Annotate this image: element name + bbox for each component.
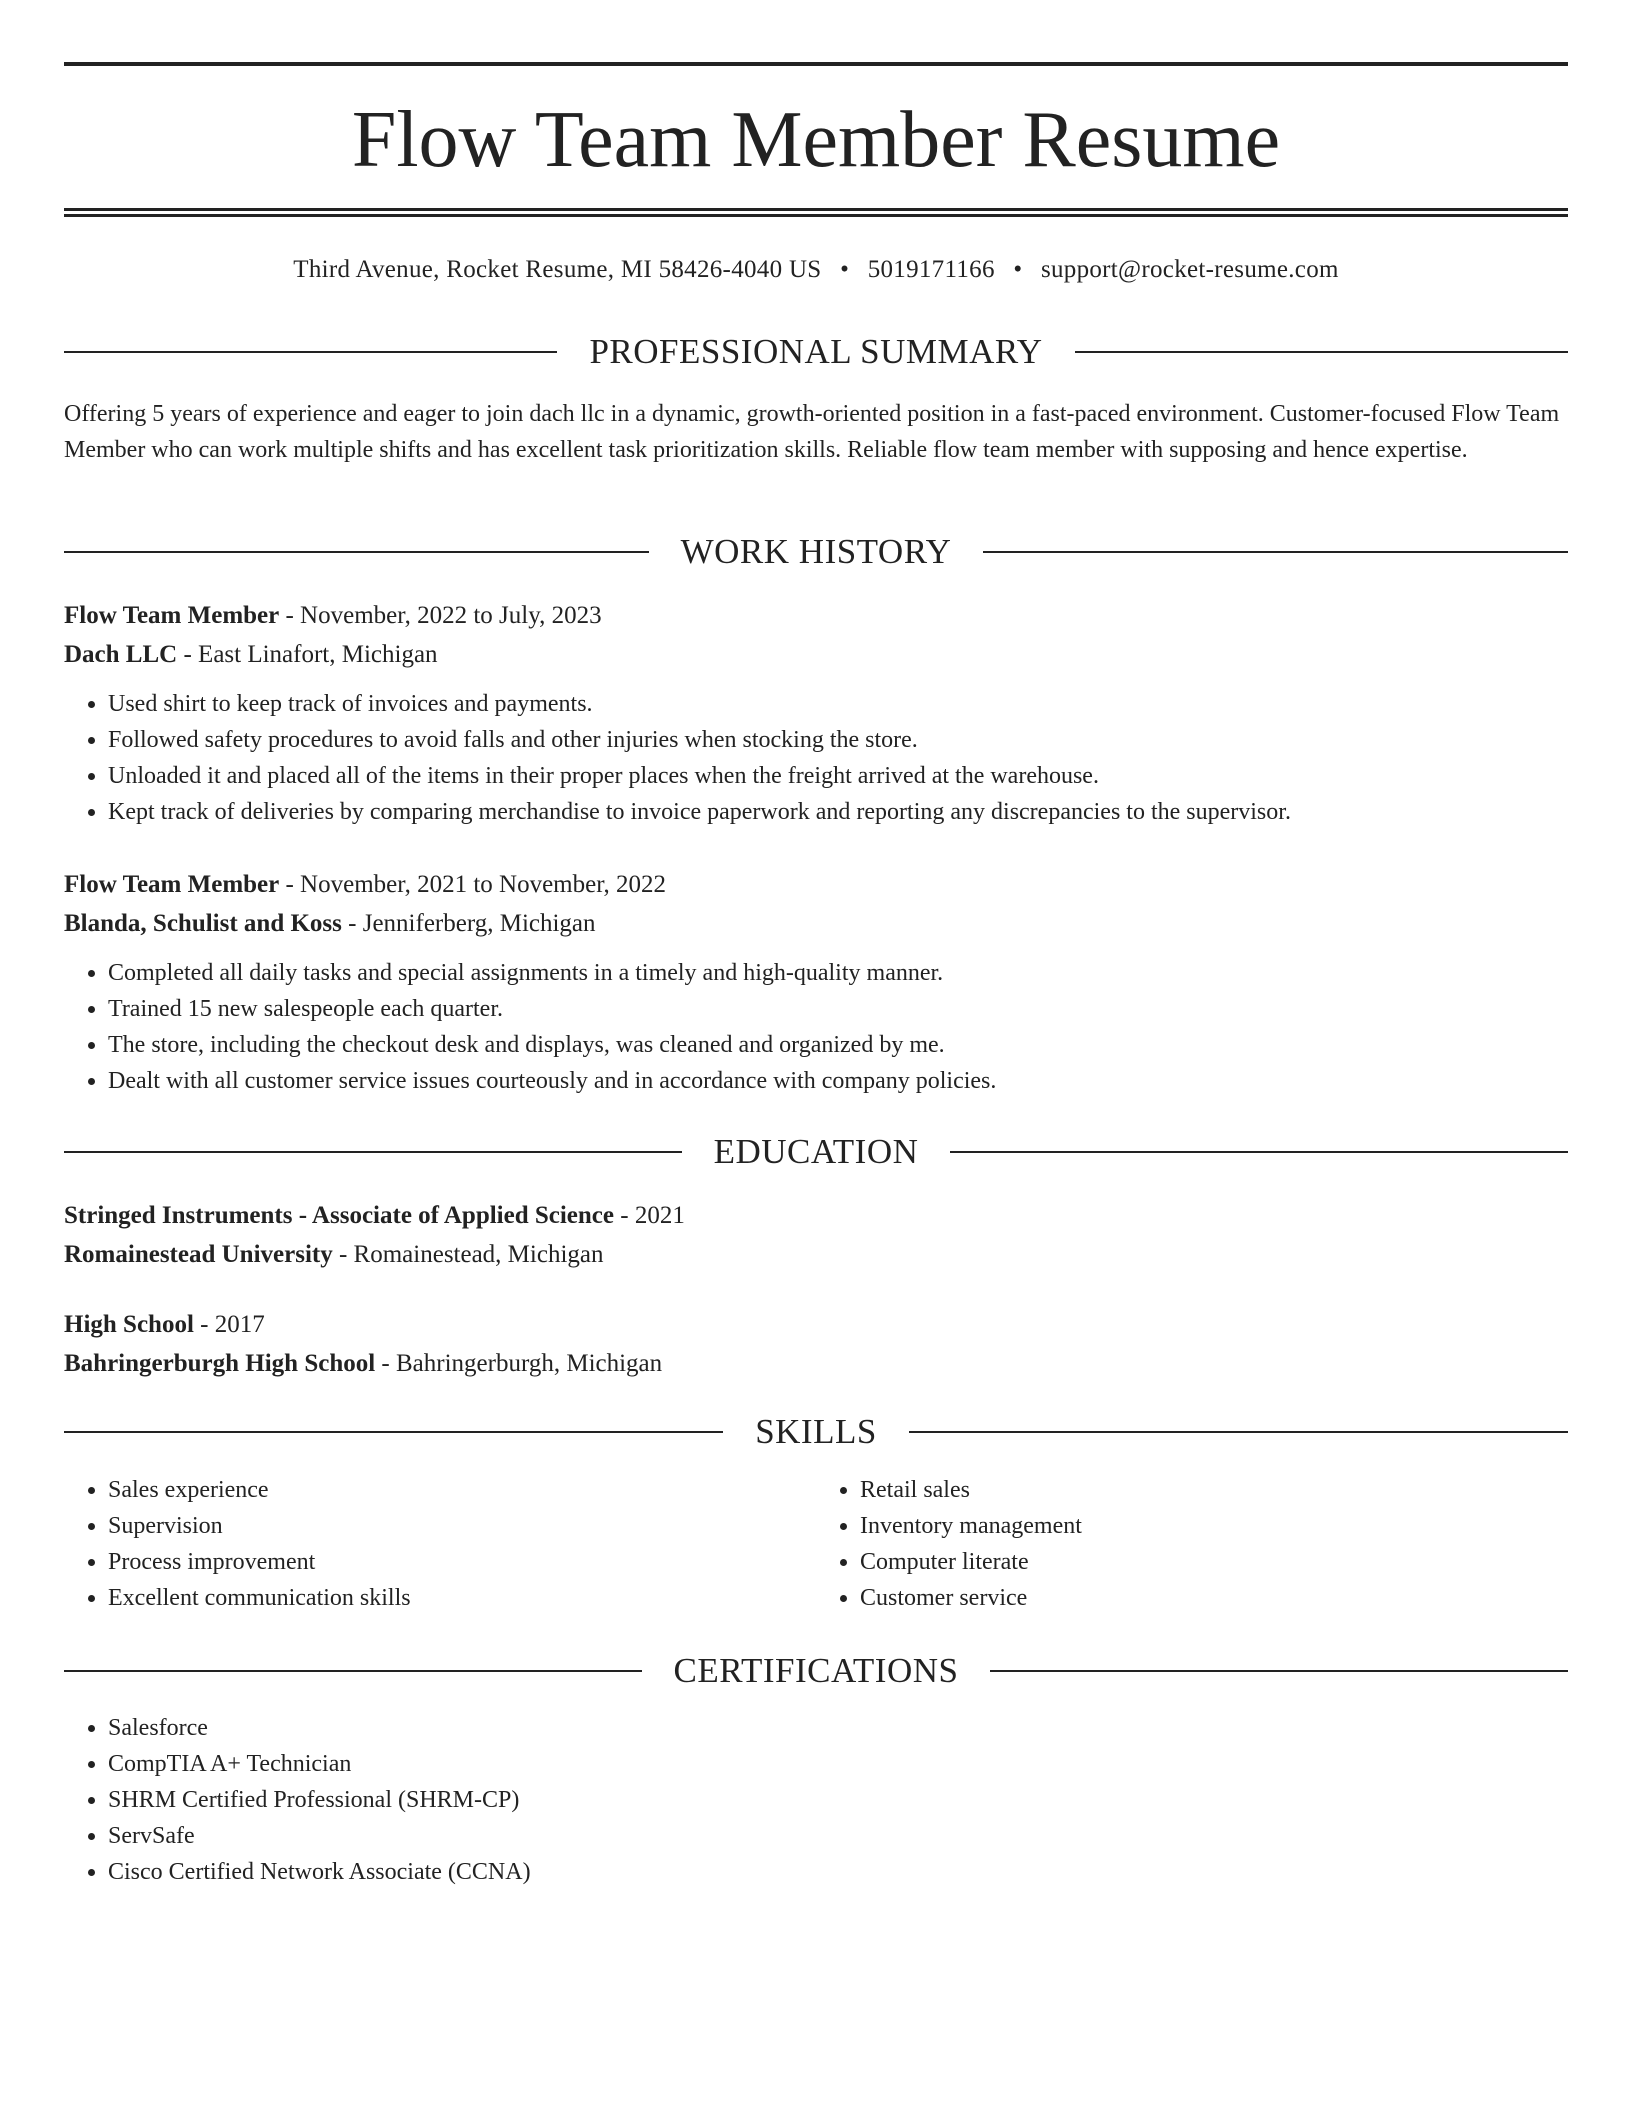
contact-line bbox=[64, 254, 1568, 286]
certifications-items bbox=[64, 1710, 1568, 1890]
school-line bbox=[64, 1344, 1568, 1383]
contact-email: support@rocket-resume.com bbox=[1040, 256, 1339, 283]
list-item: • Completed all daily tasks and special assignments in a timely and high-quality manner. bbox=[108, 955, 1568, 991]
job-company: Blanda, Schulist and Koss bbox=[64, 910, 342, 937]
list-item: • ServSafe bbox=[108, 1818, 1568, 1854]
section-title: EDUCATION bbox=[713, 1132, 919, 1171]
list-item: • Kept track of deliveries by comparing merchandise to invoice paperwork and reporting any discrepancies to the supervisor. bbox=[108, 794, 1568, 830]
degree: Stringed Instruments - Associate of Applied Science bbox=[64, 1202, 614, 1229]
job-entry bbox=[64, 865, 1568, 1099]
school-location: - Bahringerburgh, Michigan bbox=[375, 1350, 663, 1377]
section-title: PROFESSIONAL SUMMARY bbox=[589, 332, 1043, 371]
contact-address: Third Avenue, Rocket Resume, MI 58426-4040 US bbox=[293, 256, 822, 283]
resume-title: Flow Team Member Resume bbox=[351, 96, 1281, 184]
heading-rule-right bbox=[950, 1151, 1568, 1153]
list-item: • SHRM Certified Professional (SHRM-CP) bbox=[108, 1782, 1568, 1818]
job-title: Flow Team Member bbox=[64, 871, 280, 898]
certifications-list bbox=[64, 1710, 1568, 1890]
list-item: • Sales experience bbox=[108, 1472, 816, 1508]
list-item: • Inventory management bbox=[860, 1508, 1568, 1544]
list-item: • Dealt with all customer service issues courteously and in accordance with company policies. bbox=[108, 1063, 1568, 1099]
job-title: Flow Team Member bbox=[64, 602, 280, 629]
list-item: • Cisco Certified Network Associate (CCNA) bbox=[108, 1854, 1568, 1890]
list-item: • Excellent communication skills bbox=[108, 1580, 816, 1616]
job-dates: - November, 2021 to November, 2022 bbox=[279, 871, 667, 898]
heading-rule-right bbox=[1075, 351, 1568, 353]
section-heading-education bbox=[64, 1132, 1568, 1172]
school-line bbox=[64, 1235, 1568, 1274]
summary-block bbox=[64, 396, 1568, 468]
list-item: • Computer literate bbox=[860, 1544, 1568, 1580]
degree-line bbox=[64, 1196, 1568, 1235]
list-item: • Supervision bbox=[108, 1508, 816, 1544]
degree: High School bbox=[64, 1311, 194, 1338]
school: Romainestead University bbox=[64, 1241, 333, 1268]
contact-phone: 5019171166 bbox=[867, 256, 995, 283]
heading-rule-left bbox=[64, 1431, 723, 1433]
summary-text: Offering 5 years of experience and eager to join dach llc in a dynamic, growth-oriented position in a fast-paced environment. Customer-focused Flow Team Member who can work multiple shifts and has excellent task prioritization skills. Reliable flow team member with supposing and hence expertise. bbox=[64, 401, 1560, 463]
contact-separator: • bbox=[840, 256, 850, 283]
heading-rule-left bbox=[64, 551, 649, 553]
school: Bahringerburgh High School bbox=[64, 1350, 376, 1377]
job-location: - East Linafort, Michigan bbox=[177, 641, 438, 668]
heading-rule-left bbox=[64, 1151, 682, 1153]
job-company: Dach LLC bbox=[64, 641, 178, 668]
section-heading-certifications bbox=[64, 1651, 1568, 1691]
job-title-line bbox=[64, 865, 1568, 904]
list-item: • Trained 15 new salespeople each quarter. bbox=[108, 991, 1568, 1027]
job-duties bbox=[64, 955, 1568, 1099]
heading-rule-right bbox=[909, 1431, 1568, 1433]
job-company-line bbox=[64, 635, 1568, 674]
list-item: • CompTIA A+ Technician bbox=[108, 1746, 1568, 1782]
list-item: • The store, including the checkout desk and displays, was cleaned and organized by me. bbox=[108, 1027, 1568, 1063]
top-rule bbox=[64, 62, 1568, 66]
section-title: SKILLS bbox=[755, 1412, 877, 1451]
list-item: • Customer service bbox=[860, 1580, 1568, 1616]
job-dates: - November, 2022 to July, 2023 bbox=[279, 602, 602, 629]
degree-year: - 2021 bbox=[614, 1202, 685, 1229]
list-item: • Process improvement bbox=[108, 1544, 816, 1580]
section-title: WORK HISTORY bbox=[680, 532, 952, 571]
heading-rule-right bbox=[983, 551, 1568, 553]
school-location: - Romainestead, Michigan bbox=[332, 1241, 604, 1268]
job-company-line bbox=[64, 904, 1568, 943]
title-double-rule bbox=[64, 208, 1568, 217]
degree-line bbox=[64, 1305, 1568, 1344]
skills-column-right bbox=[816, 1472, 1568, 1616]
skills-column-left bbox=[64, 1472, 816, 1616]
list-item: • Salesforce bbox=[108, 1710, 1568, 1746]
job-duties bbox=[64, 686, 1568, 830]
section-title: CERTIFICATIONS bbox=[673, 1651, 959, 1690]
section-heading-work bbox=[64, 532, 1568, 572]
contact-separator: • bbox=[1013, 256, 1023, 283]
heading-rule-right bbox=[990, 1670, 1568, 1672]
job-title-line bbox=[64, 596, 1568, 635]
list-item: • Retail sales bbox=[860, 1472, 1568, 1508]
skills-list bbox=[64, 1472, 1568, 1616]
heading-rule-left bbox=[64, 351, 557, 353]
degree-year: - 2017 bbox=[193, 1311, 265, 1338]
job-entry bbox=[64, 596, 1568, 830]
section-heading-summary bbox=[64, 332, 1568, 372]
list-item: • Used shirt to keep track of invoices and payments. bbox=[108, 686, 1568, 722]
list-item: • Followed safety procedures to avoid falls and other injuries when stocking the store. bbox=[108, 722, 1568, 758]
heading-rule-left bbox=[64, 1670, 642, 1672]
list-item: • Unloaded it and placed all of the items in their proper places when the freight arrived at the warehouse. bbox=[108, 758, 1568, 794]
education-entry bbox=[64, 1196, 1568, 1274]
job-location: - Jenniferberg, Michigan bbox=[341, 910, 596, 937]
education-entry bbox=[64, 1305, 1568, 1383]
section-heading-skills bbox=[64, 1412, 1568, 1452]
